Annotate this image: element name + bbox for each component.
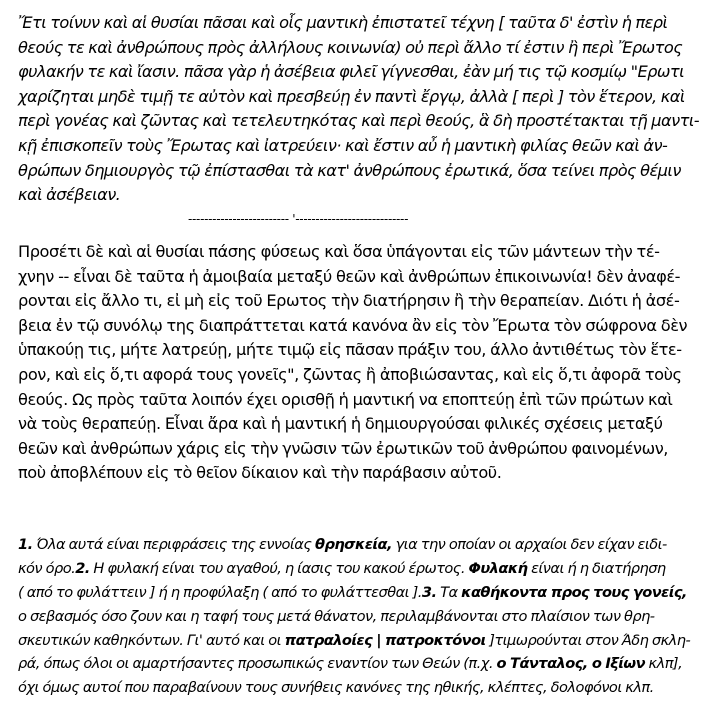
footnote-text: ]τιμωρούνται στον Άδη σκλη- [485, 631, 691, 649]
footnote-number: 1. [18, 536, 33, 553]
footnote-line [18, 605, 690, 629]
footnote-text: Η φυλακή είναι του αγαθού, η ίασις του κακού έρωτος. [89, 559, 469, 577]
footnotes-paragraph [18, 533, 690, 700]
footnotes-section [18, 533, 690, 700]
footnote-line [18, 652, 690, 676]
footnote-text: ο σεβασμός όσο ζουν και η ταφή τους μετά θάνατον, περιλαμβάνονται στο πλαίσιον των θρη- [18, 607, 655, 625]
footnote-line [18, 581, 690, 605]
footnote-number: 3. [421, 583, 437, 601]
text-line: ρον, καὶ εἰς ὅ,τι αφορά τους γονεῖς", ζῶντας ἢ ἀποβιώσαντας, καὶ εἰς ὅ,τι ἀφορᾶ τοὺς [18, 364, 682, 384]
text-line: θεούς τε καὶ ἀνθρώπους πρὸς ἀλλήλους κοινωνία) οὐ περὶ ἄλλο τί ἐστιν ἢ περὶ Ἔρωτος [18, 37, 683, 57]
footnote-keyword: πατραλοίες | πατροκτόνοι [284, 631, 486, 649]
footnote-text: κόν όρο. [18, 559, 76, 577]
footnote-number: 2. [75, 559, 90, 577]
text-line: θρώπων δημιουργὸς τῷ ἐπίστασθαι τὰ κατ' ἀνθρώπους ἐρωτικά, ὅσα τείνει πρὸς θέμιν [18, 160, 681, 180]
footnote-text: όχι όμως αυτοί που παραβαίνουν τους συνήθεις κανόνες της ηθικής, κλέπτες, δολοφόνοι κλπ. [18, 679, 654, 697]
footnote-line [18, 557, 690, 581]
text-line: χνην -- εἶναι δὲ ταῦτα ἡ ἀμοιβαία μεταξύ θεῶν καὶ ἀνθρώπων ἐπικοινωνία! δὲν ἀναφέ- [18, 266, 681, 286]
text-line: καὶ ἀσέβειαν. [18, 185, 121, 205]
footnote-text: είναι ή η διατήρηση [527, 559, 666, 577]
footnote-line [18, 676, 690, 700]
text-line: περὶ γονέας καὶ ζῶντας καὶ τετελευτηκότας καὶ περὶ θεούς, ἃ δὴ προστέτακται τῇ μαντι- [18, 111, 700, 131]
footnote-keyword: Φυλακή [468, 559, 528, 577]
text-line: θεῶν καὶ ἀνθρώπων χάρις εἰς τὴν γνῶσιν τῶν ἐρωτικῶν τοῦ ἀνθρώπου φαινομένων, [18, 438, 669, 458]
footnote-text: σκευτικών καθηκόντων. Γι' αυτό και οι [18, 631, 285, 649]
text-line: θεούς. Ως πρὸς ταῦτα λοιπόν έχει ορισθῇ ἡ μαντική να εποπτεύῃ ἐπὶ τῶν πρώτων καὶ [18, 389, 673, 409]
footnote-keyword: ο Τάνταλος, ο Ιξίων [496, 655, 645, 673]
footnote-text: ρά, όπως όλοι οι αμαρτήσαντες προσωπικώς εναντίον των Θεών (π.χ. [18, 655, 497, 673]
text-line: βεια ἐν τῷ συνόλῳ της διαπράττεται κατά κανόνα ἂν εἰς τὸν Ἔρωτα τὸν σώφρονα δὲν [18, 315, 688, 335]
footnote-line [18, 629, 690, 653]
text-line: νὰ τοὺς θεραπεύῃ. Εἶναι ἄρα καὶ ἡ μαντική ἡ δημιουργούσαι φιλικές σχέσεις μεταξύ [18, 414, 663, 434]
footnote-keyword: θρησκεία, [314, 536, 392, 553]
text-line: Προσέτι δὲ καὶ αἱ θυσίαι πάσης φύσεως καὶ ὅσα ὑπάγονται εἰς τῶν μάντεων τὴν τέ- [18, 242, 660, 261]
translation-paragraph [18, 240, 687, 486]
text-line: ρονται εἰς ἄλλο τι, εἰ μὴ εἰς τοῦ Ερωτος τὴν διατήρησιν ἢ τὴν θεραπείαν. Διότι ἡ ἀσέ- [18, 291, 680, 311]
text-line: κῇ ἐπισκοπεῖν τοὺς Ἔρωτας καὶ ἰατρεύειν· καὶ ἔστιν αὖ ἡ μαντικὴ φιλίας θεῶν καὶ ἀν- [18, 135, 668, 155]
footnote-text: για την οποίαν οι αρχαίοι δεν είχαν ειδι- [392, 536, 667, 553]
text-line: φυλακήν τε καὶ ἴασιν. πᾶσα γὰρ ἡ ἀσέβεια φιλεῖ γίγνεσθαι, ἐὰν μή τις τῷ κοσμίῳ "Ερωτι [18, 62, 685, 82]
text-line: χαρίζηται μηδὲ τιμῇ τε αὐτὸν καὶ πρεσβεύῃ ἐν παντὶ ἔργῳ, ἀλλὰ [ περὶ ] τὸν ἕτερον, καὶ [18, 86, 685, 106]
footnote-text: κλπ], [644, 655, 683, 673]
footnote-keyword: καθήκοντα προς τους γονείς, [461, 583, 687, 601]
footnote-text: Όλα αυτά είναι περιφράσεις της εννοίας [32, 536, 315, 553]
footnote-line [18, 533, 690, 557]
text-line: ὑπακούῃ τις, μήτε λατρεύῃ, μήτε τιμῷ εἰς πᾶσαν πράξιν του, άλλο ἀντιθέτως τὸν ἕτε- [18, 340, 682, 360]
footnote-text: Τα [436, 583, 462, 601]
section-separator: ------------------------- '---------------------------- [188, 212, 409, 226]
text-line: ποὺ ἀποβλέπουν εἰς τὸ θεῖον δίκαιον καὶ τὴν παράβασιν αὐτοῦ. [18, 463, 502, 483]
footnote-text: ( από το φυλάττειν ] ή η προφύλαξη ( από το φυλάττεσθαι ]. [18, 583, 422, 601]
text-line: Ἔτι τοίνυν καὶ αἱ θυσίαι πᾶσαι καὶ οἷς μαντικὴ ἐπιστατεῖ τέχνη [ ταῦτα δ' ἐστὶν ἡ περὶ [18, 13, 668, 32]
greek-original-paragraph [18, 11, 699, 208]
